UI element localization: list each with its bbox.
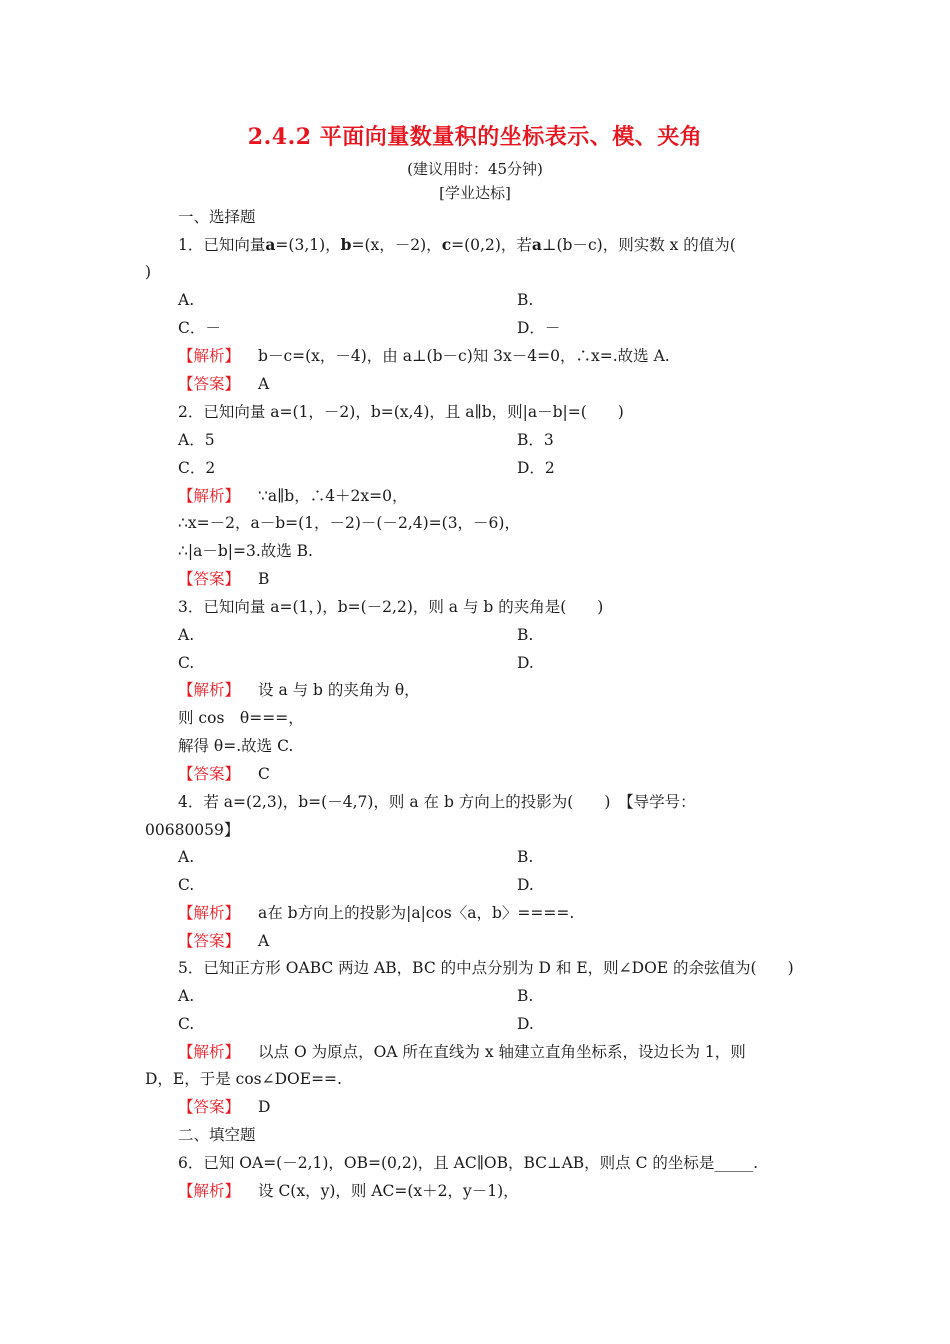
analysis-tag: 【解析】 bbox=[178, 904, 241, 922]
q2-option-a: A．5 bbox=[178, 431, 215, 449]
question-6-stem: 6．已知 OA=(－2,1)，OB=(0,2)，且 AC∥OB，BC⊥AB，则点 C 的坐标是_____. bbox=[178, 1154, 759, 1172]
question-4-stem-cont: 00680059】 bbox=[145, 821, 240, 839]
q2-analysis-line-3: ∴|a－b|=3.故选 B. bbox=[178, 542, 313, 560]
q5-analysis: 【解析】 以点 O 为原点，OA 所在直线为 x 轴建立直角坐标系，设边长为 1，则 bbox=[178, 1043, 746, 1061]
q2-option-b: B．3 bbox=[517, 431, 554, 449]
q5-option-b: B. bbox=[517, 987, 534, 1005]
analysis-tag: 【解析】 bbox=[178, 1182, 241, 1200]
level-label: [学业达标] bbox=[439, 184, 511, 202]
answer-tag: 【答案】 bbox=[178, 570, 241, 588]
q3-option-b: B. bbox=[517, 626, 534, 644]
q1-option-b: B. bbox=[517, 291, 534, 309]
section-heading-choice: 一、选择题 bbox=[178, 208, 256, 226]
analysis-tag: 【解析】 bbox=[178, 487, 241, 505]
q6-analysis: 【解析】 设 C(x，y)，则 AC=(x＋2，y－1)， bbox=[178, 1182, 519, 1200]
q4-option-b: B. bbox=[517, 848, 534, 866]
analysis-tag: 【解析】 bbox=[178, 681, 241, 699]
q1-option-c: C．－ bbox=[178, 319, 221, 337]
q4-analysis: 【解析】 a在 b方向上的投影为|a|cos〈a，b〉====. bbox=[178, 904, 575, 922]
page-title: 2.4.2 平面向量数量积的坐标表示、模、夹角 bbox=[247, 124, 703, 150]
q3-analysis-line-3: 解得 θ=.故选 C. bbox=[178, 737, 294, 755]
q3-option-c: C. bbox=[178, 654, 195, 672]
q3-option-d: D. bbox=[517, 654, 534, 672]
q1-analysis: 【解析】 b－c=(x，－4)，由 a⊥(b－c)知 3x－4=0，∴x=.故选 A. bbox=[178, 347, 670, 365]
q3-analysis-line-2: 则 cos θ===， bbox=[178, 709, 304, 727]
q1-option-a: A. bbox=[178, 291, 195, 309]
q2-analysis: 【解析】 ∵a∥b，∴4＋2x=0， bbox=[178, 487, 408, 505]
q2-option-d: D．2 bbox=[517, 459, 555, 477]
q1-answer: 【答案】 A bbox=[178, 375, 270, 393]
q4-answer: 【答案】 A bbox=[178, 932, 270, 950]
q2-analysis-line-2: ∴x=－2，a－b=(1，－2)－(－2,4)=(3，－6)， bbox=[178, 514, 520, 532]
q3-option-a: A. bbox=[178, 626, 195, 644]
time-note: (建议用时：45分钟) bbox=[407, 160, 543, 178]
question-1-stem: 1．已知向量a=(3,1)，b=(x，－2)，c=(0,2)，若a⊥(b－c)，则实数 x 的值为( bbox=[178, 235, 736, 254]
answer-tag: 【答案】 bbox=[178, 375, 241, 393]
answer-tag: 【答案】 bbox=[178, 765, 241, 783]
q3-answer: 【答案】 C bbox=[178, 765, 270, 783]
question-4-stem: 4．若 a=(2,3)，b=(－4,7)，则 a 在 b 方向上的投影为( ) 【导学号： bbox=[178, 793, 696, 811]
q2-option-c: C．2 bbox=[178, 459, 216, 477]
q2-answer: 【答案】 B bbox=[178, 570, 270, 588]
q5-analysis-line-2: D，E，于是 cos∠DOE==. bbox=[145, 1070, 342, 1088]
q4-option-d: D. bbox=[517, 876, 534, 894]
question-5-stem: 5．已知正方形 OABC 两边 AB，BC 的中点分别为 D 和 E，则∠DOE 的余弦值为( ) bbox=[178, 959, 794, 977]
section-heading-fill: 二、填空题 bbox=[178, 1126, 256, 1144]
answer-tag: 【答案】 bbox=[178, 1098, 241, 1116]
analysis-tag: 【解析】 bbox=[178, 1043, 241, 1061]
answer-tag: 【答案】 bbox=[178, 932, 241, 950]
q5-option-a: A. bbox=[178, 987, 195, 1005]
question-3-stem: 3．已知向量 a=(1，)，b=(－2,2)，则 a 与 b 的夹角是( ) bbox=[178, 598, 604, 616]
analysis-tag: 【解析】 bbox=[178, 347, 241, 365]
q5-answer: 【答案】 D bbox=[178, 1098, 271, 1116]
q4-option-c: C. bbox=[178, 876, 195, 894]
q5-option-c: C. bbox=[178, 1015, 195, 1033]
question-1-stem-end: ) bbox=[145, 263, 152, 281]
q4-option-a: A. bbox=[178, 848, 195, 866]
q5-option-d: D. bbox=[517, 1015, 534, 1033]
question-2-stem: 2．已知向量 a=(1，－2)，b=(x,4)，且 a∥b，则|a－b|=( ) bbox=[178, 403, 624, 421]
q1-option-d: D．－ bbox=[517, 319, 561, 337]
q3-analysis: 【解析】 设 a 与 b 的夹角为 θ， bbox=[178, 681, 420, 699]
